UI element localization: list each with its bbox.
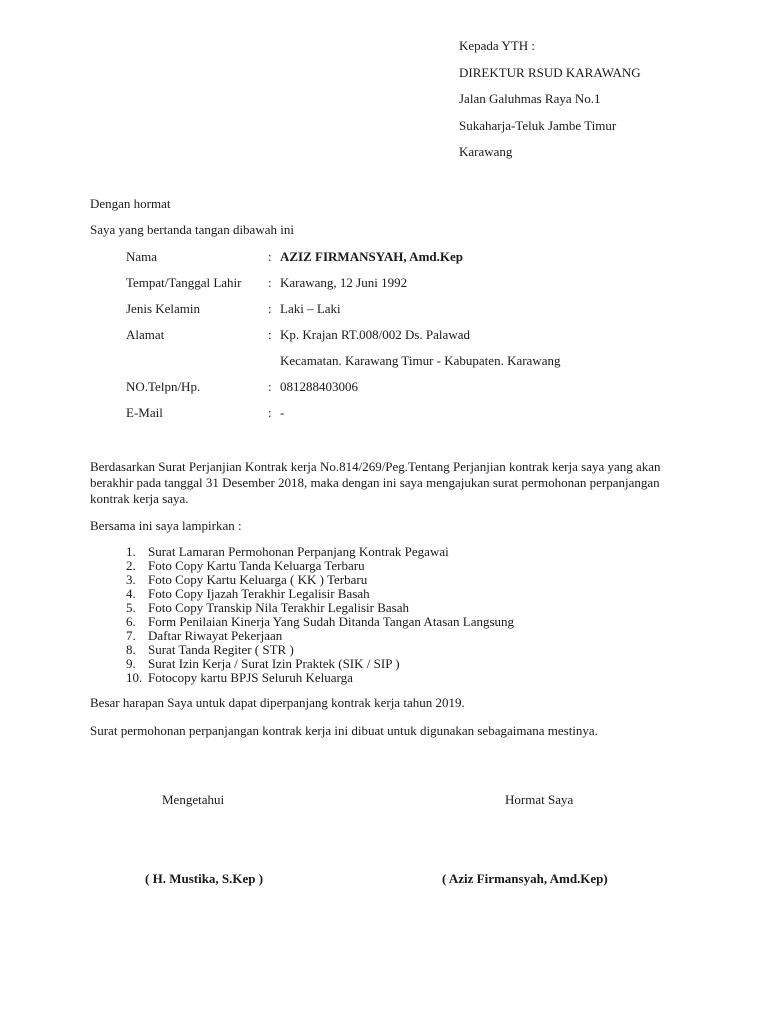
list-item-number: 5.	[126, 600, 136, 615]
recipient-line-street: Jalan Galuhmas Raya No.1	[459, 91, 601, 106]
field-label: E-Mail	[126, 405, 163, 420]
list-item-number: 6.	[126, 614, 136, 629]
field-value: 081288403006	[280, 379, 358, 394]
signature-left-title: Mengetahui	[162, 792, 225, 807]
list-item-text: Fotocopy kartu BPJS Seluruh Keluarga	[148, 670, 353, 685]
list-item-text: Surat Lamaran Permohonan Perpanjang Kontrak Pegawai	[148, 544, 449, 559]
closing-paragraph-purpose: Surat permohonan perpanjangan kontrak kerja ini dibuat untuk digunakan sebagaimana mestinya.	[90, 723, 598, 738]
list-item-number: 9.	[126, 656, 136, 671]
field-value: Laki – Laki	[280, 301, 341, 316]
list-item-text: Foto Copy Ijazah Terakhir Legalisir Basah	[148, 586, 370, 601]
list-item-number: 7.	[126, 628, 136, 643]
signature-right-title: Hormat Saya	[505, 792, 574, 807]
recipient-line-city: Karawang	[459, 144, 513, 159]
field-label: Tempat/Tanggal Lahir	[126, 275, 242, 290]
list-item-number: 4.	[126, 586, 136, 601]
attachments-intro: Bersama ini saya lampirkan :	[90, 518, 242, 533]
greeting: Dengan hormat	[90, 196, 171, 211]
field-label: NO.Telpn/Hp.	[126, 379, 201, 394]
list-item-text: Surat Tanda Regiter ( STR )	[148, 642, 294, 657]
list-item-text: Daftar Riwayat Pekerjaan	[148, 628, 283, 643]
field-colon: :	[268, 379, 272, 394]
list-item-text: Foto Copy Transkip Nila Terakhir Legalisir Basah	[148, 600, 409, 615]
intro-line: Saya yang bertanda tangan dibawah ini	[90, 222, 294, 237]
field-value: Kecamatan. Karawang Timur - Kabupaten. Karawang	[280, 353, 561, 368]
signature-right-name: ( Aziz Firmansyah, Amd.Kep)	[442, 871, 608, 886]
recipient-line-title: DIREKTUR RSUD KARAWANG	[459, 64, 641, 80]
field-label: Jenis Kelamin	[126, 301, 201, 316]
body-paragraph: Berdasarkan Surat Perjanjian Kontrak kerja No.814/269/Peg.Tentang Perjanjian kontrak kerja saya yang akan berakhir pada tanggal 31 Desember 2018, maka dengan ini saya mengajukan surat permohonan perpanjangan kontrak kerja saya.	[90, 459, 661, 506]
field-colon: :	[268, 301, 272, 316]
list-item-number: 3.	[126, 572, 136, 587]
signature-left-name: ( H. Mustika, S.Kep )	[145, 871, 264, 886]
field-colon: :	[268, 327, 272, 342]
list-item-number: 1.	[126, 544, 136, 559]
field-value: AZIZ FIRMANSYAH, Amd.Kep	[280, 249, 463, 264]
list-item-number: 8.	[126, 642, 136, 657]
closing-paragraph-hope: Besar harapan Saya untuk dapat diperpanjang kontrak kerja tahun 2019.	[90, 695, 465, 710]
list-item-number: 2.	[126, 558, 136, 573]
list-item-text: Form Penilaian Kinerja Yang Sudah Ditanda Tangan Atasan Langsung	[148, 614, 515, 629]
list-item-text: Surat Izin Kerja / Surat Izin Praktek (SIK / SIP )	[148, 656, 400, 671]
recipient-line-salutation: Kepada YTH :	[459, 38, 536, 53]
field-colon: :	[268, 249, 272, 264]
field-value: Kp. Krajan RT.008/002 Ds. Palawad	[280, 327, 470, 342]
list-item-text: Foto Copy Kartu Keluarga ( KK ) Terbaru	[148, 572, 368, 587]
list-item-text: Foto Copy Kartu Tanda Keluarga Terbaru	[148, 558, 365, 573]
recipient-block	[459, 38, 641, 171]
field-label: Alamat	[126, 327, 165, 342]
field-label: Nama	[126, 249, 158, 264]
recipient-line-district: Sukaharja-Teluk Jambe Timur	[459, 117, 617, 133]
field-colon: :	[268, 405, 272, 420]
field-colon: :	[268, 275, 272, 290]
field-value: Karawang, 12 Juni 1992	[280, 275, 408, 290]
list-item-number: 10.	[126, 670, 143, 685]
field-value: -	[280, 405, 285, 420]
